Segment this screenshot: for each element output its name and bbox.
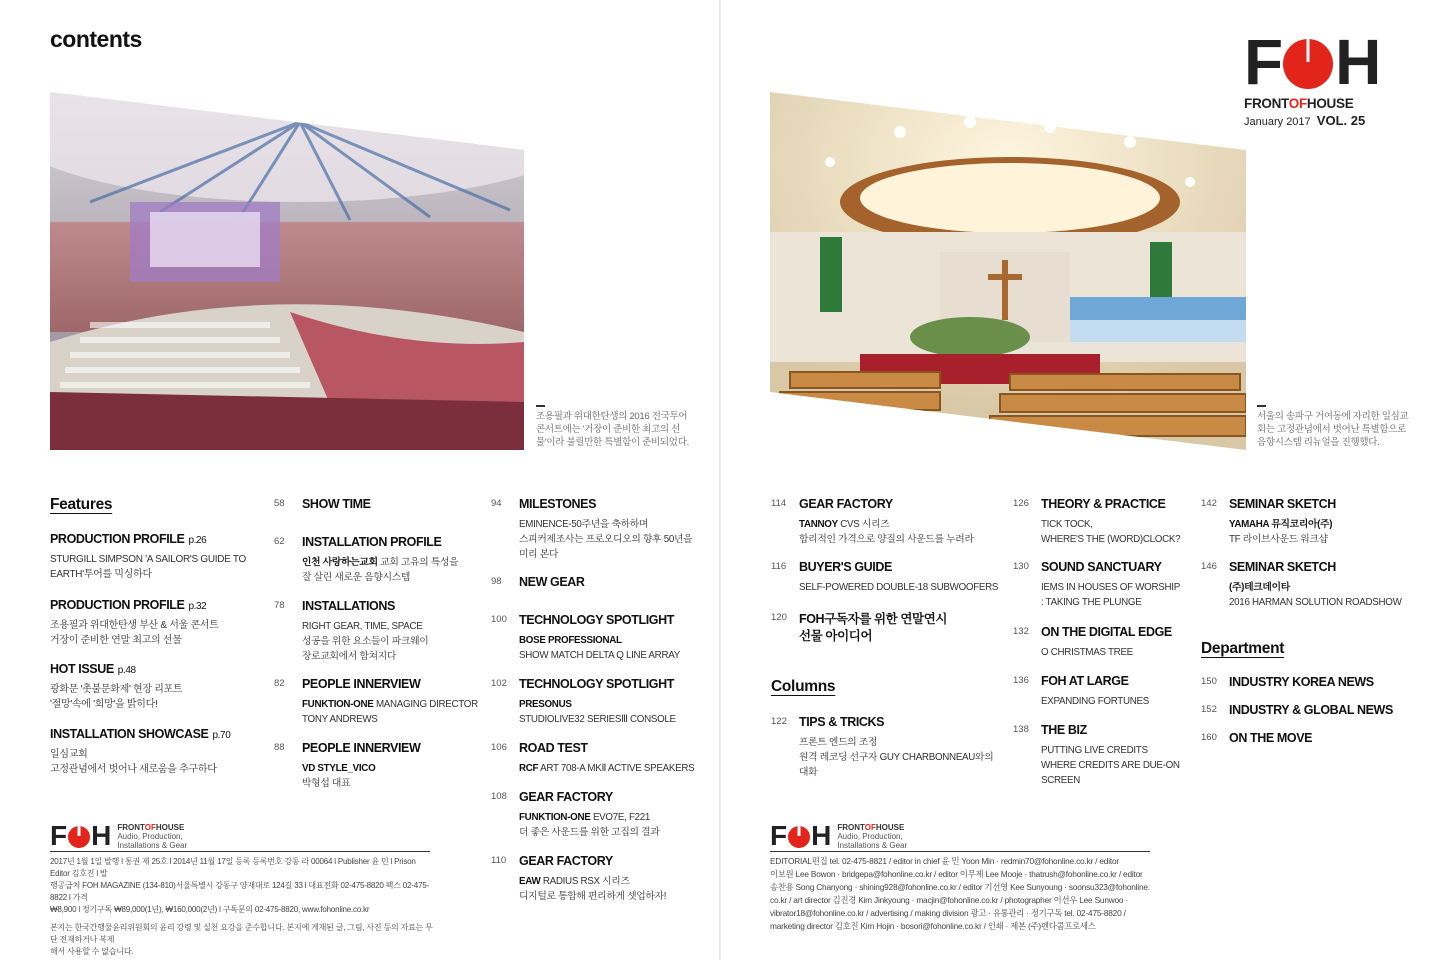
toc-desc: IEMS IN HOUSES OF WORSHIP [1041,582,1180,593]
toc-desc: ART 708-A MKⅡ ACTIVE SPEAKERS [538,763,695,774]
left-footer-info [50,856,435,958]
footer-rule [770,851,1150,852]
foh-logo-letter: H [91,820,112,851]
feature-desc: 광화문 '촛불문화제' 현장 리포트 [50,684,183,695]
feature-page: p.26 [188,535,207,546]
toc-desc: EXPANDING FORTUNES [1041,696,1150,707]
toc-heading: FOH AT LARGE [1041,674,1129,688]
toc-desc: : TAKING THE PLUNGE [1041,597,1142,608]
feature-item[interactable] [50,662,260,712]
toc-page-number: 98 [491,576,502,587]
toc-desc: SELF-POWERED DOUBLE-18 SUBWOOFERS [799,582,999,593]
foh-small-logo-text [837,823,907,850]
toc-page-number: 146 [1201,561,1217,572]
toc-heading: NEW GEAR [519,575,585,589]
info-line: 해서 사용할 수 없습니다. [50,947,134,956]
small-logo-line3: Installations & Gear [117,840,188,850]
footer-rule [50,851,430,852]
toc-page-number: 110 [491,855,507,866]
small-logo-line2: Audio, Production, [117,831,183,841]
small-logo-house: HOUSE [875,822,905,832]
issue-volume: VOL. 25 [1316,113,1366,128]
logo-front: FRONT [1244,96,1289,111]
logo-of: OF [1288,96,1307,111]
toc-desc: EVO7E, F221 [590,812,651,823]
caption-line: 서울의 송파구 거여동에 자리한 일심교 [1257,411,1409,422]
toc-bold: FUNKTION-ONE [302,699,374,710]
toc-heading: GEAR FACTORY [799,497,893,511]
toc-heading: THE BIZ [1041,723,1087,737]
toc-desc: 성공을 위한 요소들이 파크웨이 [302,636,429,647]
columns-title: Columns [771,678,836,695]
logo-subtitle [1244,96,1394,111]
foh-logo-letter: F [50,820,68,851]
toc-page-number: 116 [771,561,787,572]
feature-desc: 일심교회 [50,749,88,760]
toc-page-number: 160 [1201,732,1217,743]
toc-desc: 프론트 엔드의 조정 [799,737,878,748]
toc-desc: TICK TOCK, [1041,519,1093,530]
toc-page-number: 142 [1201,498,1217,509]
feature-item[interactable] [50,598,260,648]
toc-heading: GEAR FACTORY [519,854,613,868]
toc-heading: SEMINAR SKETCH [1229,497,1336,511]
foh-main-logo [1244,26,1394,128]
toc-heading: SHOW TIME [302,497,371,511]
logo-house: HOUSE [1306,96,1354,111]
toc-page-number: 106 [491,742,507,753]
toc-bold: TANNOY [799,519,838,530]
toc-desc: 합리적인 가격으로 양질의 사운드를 누려라 [799,534,974,545]
feature-desc: 거장이 준비한 연말 최고의 선물 [50,635,182,646]
feature-desc: '절망'속에 '희망'을 밝히다! [50,699,158,710]
toc-heading: GEAR FACTORY [519,790,613,804]
toc-page-number: 152 [1201,704,1217,715]
info-line: ₩8,900 l 정기구독 ₩89,000(1년), ₩160,000(2년) l 구독문의 02-475-8820, www.fohonline.co.kr [50,905,370,914]
info-line: co.kr / art director 김진경 Kim Jinkyoung · macjin@fohonline.co.kr / photographer 이선우 Lee Sunwoo · [770,895,1129,905]
toc-heading: PEOPLE INNERVIEW [302,741,421,755]
toc-desc: RIGHT GEAR, TIME, SPACE [302,621,423,632]
toc-bold: 인천 사랑하는교회 [302,557,378,568]
toc-bold: (주)테크데이타 [1229,582,1290,593]
caption-dash [1257,405,1266,407]
feature-desc: STURGILL SIMPSON 'A SAILOR'S GUIDE TO [50,554,246,565]
toc-page-number: 122 [771,716,787,727]
toc-desc: STUDIOLIVE32 SERIESⅢ CONSOLE [519,714,676,725]
page-title: contents [50,26,142,52]
toc-desc: WHERE'S THE (WORD)CLOCK? [1041,534,1181,545]
toc-heading: PEOPLE INNERVIEW [302,677,421,691]
toc-heading: INDUSTRY & GLOBAL NEWS [1229,703,1393,717]
toc-desc: 교회 고유의 특성을 [377,557,459,568]
caption-line: 음향시스템 리뉴얼을 진행했다. [1257,437,1380,448]
caption-line: 콘서트에는 '거장이 준비한 최고의 선 [536,424,681,435]
toc-heading: TECHNOLOGY SPOTLIGHT [519,613,674,627]
foh-logo-letter: F [770,820,788,851]
foh-logo-letter: H [1335,26,1380,98]
foh-logo-mark [770,822,831,850]
feature-desc: 조용필과 위대한탄생 부산 & 서울 콘서트 [50,620,219,631]
small-logo-front: FRONT [117,822,145,832]
toc-page-number: 120 [771,612,787,623]
feature-heading: PRODUCTION PROFILE [50,598,185,612]
foh-small-logo [50,822,187,850]
toc-heading: ROAD TEST [519,741,588,755]
toc-page-number: 78 [274,600,285,611]
toc-heading: ON THE MOVE [1229,731,1313,745]
foh-logo-letter: H [811,820,832,851]
toc-page-number: 94 [491,498,502,509]
issue-info [1244,113,1394,128]
info-line: 이보원 Lee Bowon · bridgepa@fohonline.co.kr / editor 이무제 Lee Mooje · thatrush@fohonline.co.kr / editor [770,869,1143,879]
caption-line: 물'이라 불릴만한 특별함이 준비되었다. [536,437,689,448]
toc-desc: SHOW MATCH DELTA Q LINE ARRAY [519,650,680,661]
toc-desc: 장로교회에서 합쳐지다 [302,651,397,662]
toc-heading: ON THE DIGITAL EDGE [1041,625,1172,639]
toc-heading: THEORY & PRACTICE [1041,497,1166,511]
toc-page-number: 130 [1013,561,1029,572]
toc-heading: BUYER'S GUIDE [799,560,892,574]
toc-page-number: 58 [274,498,285,509]
toc-heading [799,611,947,645]
toc-page-number: 100 [491,614,507,625]
toc-page-number: 62 [274,536,285,547]
feature-desc: 고정관념에서 벗어나 새로움을 추구하다 [50,764,217,775]
arena-photo [50,92,524,450]
foh-small-logo [770,822,907,850]
toc-page-number: 150 [1201,676,1217,687]
feature-page: p.32 [188,601,207,612]
toc-heading: INDUSTRY KOREA NEWS [1229,675,1374,689]
feature-heading: PRODUCTION PROFILE [50,532,185,546]
info-line: marketing director 김호진 Kim Hojin · bosori@fohonline.co.kr / 인쇄 · 제본 (주)펜다콤프로세스 [770,921,1096,931]
right-footer-info [770,855,1170,933]
church-photo-image [770,92,1246,450]
toc-desc: TF 라이브사운드 워크샵 [1229,534,1328,545]
right-photo-caption [1257,405,1417,449]
toc-desc: 더 좋은 사운드를 위한 고집의 결과 [519,827,660,838]
toc-heading: SEMINAR SKETCH [1229,560,1336,574]
toc-desc: SCREEN [1041,775,1081,786]
arena-photo-image [50,92,524,450]
church-photo [770,92,1246,450]
foh-small-logo-text [117,823,187,850]
info-line: 2017년 1월 1일 발행 l 통권 제 25호 l 2014년 11월 17일 등록 등록번호 강동 라 00064 l Publisher 윤 민 l Prison Editor 김호진 l 발 [50,857,416,878]
toc-page-number: 114 [771,498,787,509]
foh-logo-red-o-icon [68,826,90,848]
caption-line: 조용필과 위대한탄생의 2016 전국투어 [536,411,688,422]
info-line: 행공급처 FOH MAGAZINE (134-810)서울특별시 강동구 양재대로 124길 33 l 대표전화 02-475-8820 팩스 02-475-8822 l 가격 [50,881,429,902]
small-logo-of: OF [144,822,156,832]
department-title: Department [1201,640,1285,657]
right-page [720,0,1440,960]
toc-page-number: 136 [1013,675,1029,686]
caption-line: 회는 고정관념에서 벗어난 특별함으로 [1257,424,1407,435]
toc-page-number: 82 [274,678,285,689]
toc-heading: INSTALLATIONS [302,599,395,613]
info-line: 송찬용 Song Chanyong · shining928@fohonline.co.kr / editor 기선영 Kee Sunyoung · soonsu323@fohonline. [770,882,1150,892]
toc-bold: RCF [519,763,539,774]
toc-bold: FUNKTION-ONE [519,812,591,823]
foh-logo-red-o-icon [1283,39,1333,89]
toc-page-number: 108 [491,791,507,802]
toc-desc: RADIUS RSX 시리즈 [540,876,630,887]
toc-desc: CVS 시리즈 [837,519,890,530]
issue-date: January 2017 [1244,116,1311,128]
toc-heading: SOUND SANCTUARY [1041,560,1162,574]
toc-desc: EMINENCE-50주년을 축하하며 [519,519,649,530]
toc-bold: PRESONUS [519,699,572,710]
foh-logo-mark [1244,26,1394,98]
toc-desc: 미리 본다 [519,549,559,560]
feature-heading: INSTALLATION SHOWCASE [50,727,209,741]
toc-desc: 스피커제조사는 프로오디오의 향후 50년을 [519,534,693,545]
toc-bold: VD STYLE_VICO [302,763,376,774]
small-logo-line2: Audio, Production, [837,831,903,841]
toc-desc: 박형섭 대표 [302,778,351,789]
toc-desc: 잘 살린 새로운 음향시스템 [302,572,411,583]
feature-item[interactable] [50,727,260,777]
feature-heading: HOT ISSUE [50,662,114,676]
toc-heading: TECHNOLOGY SPOTLIGHT [519,677,674,691]
toc-heading: INSTALLATION PROFILE [302,535,442,549]
toc-bold: BOSE PROFESSIONAL [519,635,622,646]
toc-desc: 원격 레코딩 선구자 GUY CHARBONNEAU와의 [799,752,994,763]
toc-desc: O CHRISTMAS TREE [1041,647,1133,658]
small-logo-line3: Installations & Gear [837,840,908,850]
toc-bold: YAMAHA 뮤직코리아(주) [1229,519,1333,530]
toc-heading-line: FOH구독자를 위한 연말연시 [799,612,948,626]
foh-logo-letter: F [1244,26,1282,98]
toc-desc: 대화 [799,767,818,778]
info-line: EDITORIAL편집 tel. 02-475-8821 / editor in chief 윤 민 Yoon Min · redmin70@fohonline.co.kr / editor [770,856,1119,866]
toc-desc: 2016 HARMAN SOLUTION ROADSHOW [1229,597,1402,608]
toc-desc: PUTTING LIVE CREDITS [1041,745,1148,756]
toc-heading-line: 선물 아이디어 [799,629,873,643]
feature-page: p.48 [117,665,136,676]
feature-desc: EARTH'투어를 믹싱하다 [50,569,152,580]
toc-heading: TIPS & TRICKS [799,715,885,729]
info-line: vibrator18@fohonline.co.kr / advertising / making division 광고 · 유통관리 · 정기구독 tel. 02-475-8820 / [770,908,1126,918]
info-line: 본지는 한국간행물윤리위원회의 윤리 강령 및 실천 요강을 준수합니다. 본지에 게재된 글, 그림, 사진 등의 자료는 무단 전재하거나 복제 [50,923,433,944]
toc-heading: MILESTONES [519,497,597,511]
left-photo-caption [536,405,696,449]
feature-page: p.70 [212,730,231,741]
toc-desc: MANAGING DIRECTOR [373,699,478,710]
toc-desc: TONY ANDREWS [302,714,378,725]
toc-page-number: 132 [1013,626,1029,637]
small-logo-of: OF [864,822,876,832]
toc-page-number: 102 [491,678,507,689]
feature-item[interactable] [50,532,260,582]
small-logo-house: HOUSE [155,822,185,832]
toc-bold: EAW [519,876,541,887]
foh-logo-red-o-icon [788,826,810,848]
small-logo-front: FRONT [837,822,865,832]
toc-desc: 디지털로 통합해 편리하게 셋업하자! [519,891,667,902]
toc-page-number: 88 [274,742,285,753]
toc-page-number: 126 [1013,498,1029,509]
toc-page-number: 138 [1013,724,1029,735]
features-title: Features [50,496,113,513]
toc-desc: WHERE CREDITS ARE DUE-ON [1041,760,1180,771]
caption-dash [536,405,545,407]
foh-logo-mark [50,822,111,850]
